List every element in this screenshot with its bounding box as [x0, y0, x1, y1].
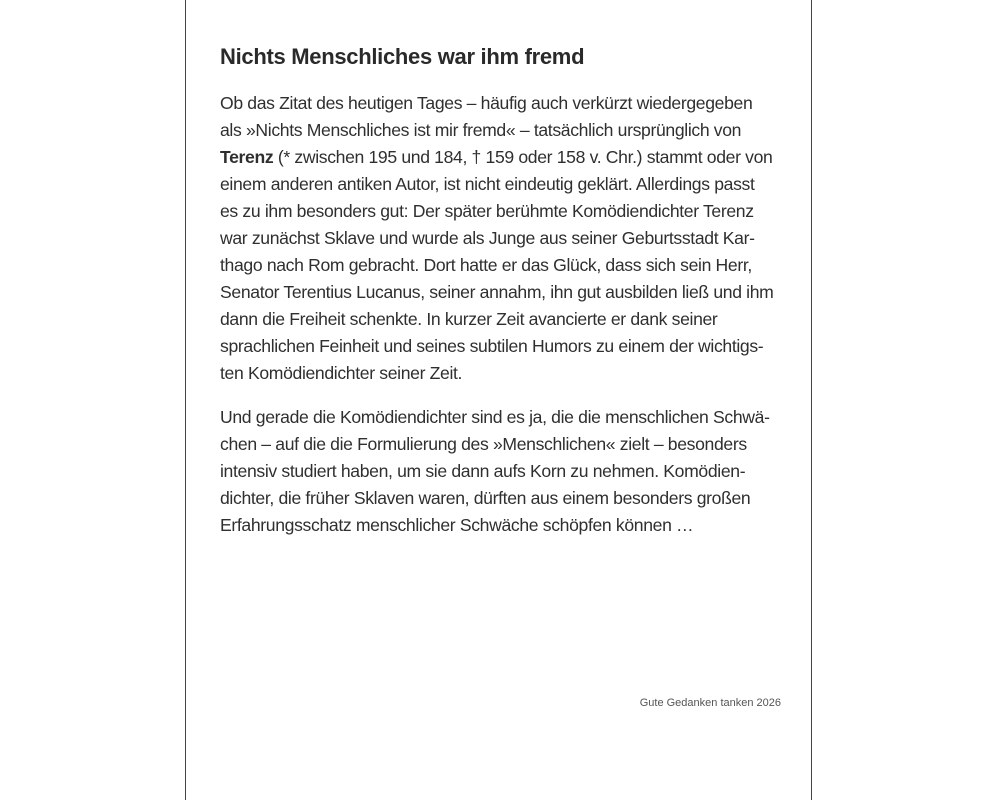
paragraph-1-line-9: dann die Freiheit schenkte. In kurzer Zeit avancierte er dank seiner [220, 309, 718, 329]
paragraph-2-line-2: chen – auf die die Formulierung des »Menschlichen« zielt – besonders [220, 434, 747, 454]
paragraph-2-line-3: intensiv studiert haben, um sie dann aufs Korn zu nehmen. Komödien- [220, 461, 746, 481]
page-title: Nichts Menschliches war ihm fremd [220, 44, 585, 69]
paragraph-2-line-1: Und gerade die Komödiendichter sind es ja, die die menschlichen Schwä- [220, 407, 770, 427]
paragraph-2-line-4: dichter, die früher Sklaven waren, dürften aus einem besonders großen [220, 488, 751, 508]
paragraph-2 [220, 404, 780, 539]
paragraph-1 [220, 90, 780, 387]
paragraph-1-line-8: Senator Terentius Lucanus, seiner annahm, ihn gut ausbilden ließ und ihm [220, 282, 774, 302]
paragraph-1-line-2: als »Nichts Menschliches ist mir fremd« – tatsächlich ursprünglich von [220, 120, 742, 140]
author-name: Terenz [220, 147, 274, 167]
paragraph-1-line-10: sprachlichen Feinheit und seines subtilen Humors zu einem der wichtigs- [220, 336, 764, 356]
page-content [220, 42, 780, 539]
paragraph-1-line-5: es zu ihm besonders gut: Der später berühmte Komödiendichter Terenz [220, 201, 754, 221]
paragraph-1-line-4: einem anderen antiken Autor, ist nicht eindeutig geklärt. Allerdings passt [220, 174, 755, 194]
page-footer: Gute Gedanken tanken 2026 [639, 697, 781, 709]
paragraph-1-line-1: Ob das Zitat des heutigen Tages – häufig auch verkürzt wiedergegeben [220, 93, 753, 113]
paragraph-1-line-3-rest: (* zwischen 195 und 184, † 159 oder 158 v. Chr.) stammt oder von [273, 147, 773, 167]
paragraph-2-line-5: Erfahrungsschatz menschlicher Schwäche schöpfen können … [220, 515, 694, 535]
paragraph-1-line-11: ten Komödiendichter seiner Zeit. [220, 363, 463, 383]
calendar-page [185, 0, 812, 800]
paragraph-1-line-6: war zunächst Sklave und wurde als Junge aus seiner Geburtsstadt Kar- [220, 228, 755, 248]
paragraph-1-line-7: thago nach Rom gebracht. Dort hatte er das Glück, dass sich sein Herr, [220, 255, 752, 275]
paragraph-1-line-3 [220, 144, 780, 171]
